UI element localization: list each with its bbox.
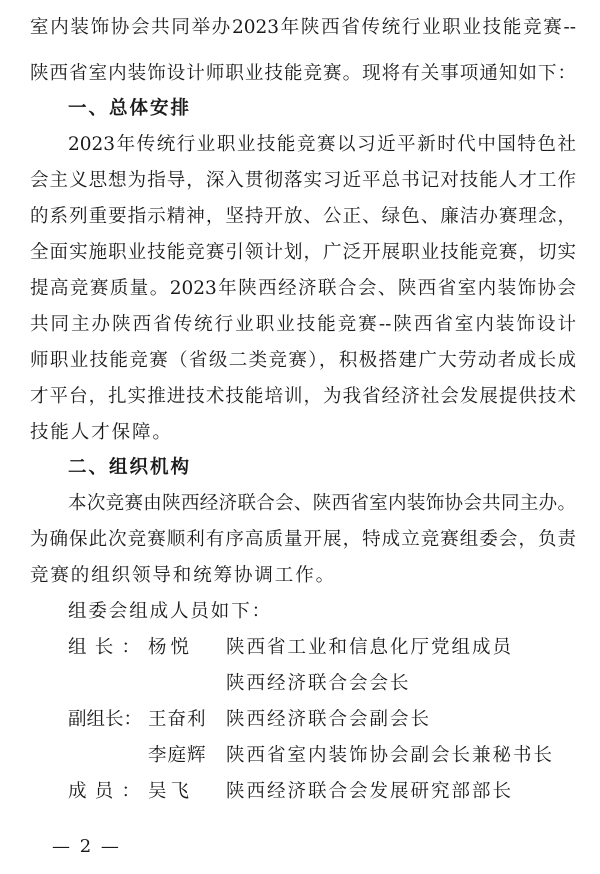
leader-duty: 陕西经济联合会会长 — [226, 673, 411, 694]
leader-role: 组长： — [68, 637, 140, 658]
paragraph-line: 陕西省室内装饰设计师职业技能竞赛。现将有关事项通知如下： — [30, 63, 576, 84]
leader-name: 杨悦 — [148, 637, 194, 658]
paragraph-line: 为确保此次竞赛顺利有序高质量开展，特成立竞赛组委会，负责 — [30, 529, 576, 550]
section-heading-1: 一、总体安排 — [68, 98, 192, 119]
paragraph-line: 2023年传统行业职业技能竞赛以习近平新时代中国特色社 — [68, 134, 576, 155]
paragraph-line: 全面实施职业技能竞赛引领计划，广泛开展职业技能竞赛，切实 — [30, 242, 576, 263]
member-duty: 陕西经济联合会发展研究部部长 — [226, 781, 514, 802]
paragraph-line: 的系列重要指示精神，坚持开放、公正、绿色、廉洁办赛理念， — [30, 206, 576, 227]
paragraph-line: 提高竞赛质量。2023年陕西经济联合会、陕西省室内装饰协会 — [30, 278, 576, 299]
section-heading-2: 二、组织机构 — [68, 457, 192, 478]
paragraph-line: 会主义思想为指导，深入贯彻落实习近平总书记对技能人才工作 — [30, 170, 576, 191]
paragraph-line: 才平台，扎实推进技术技能培训，为我省经济社会发展提供技术 — [30, 386, 576, 407]
deputy-duty: 陕西省室内装饰协会副会长兼秘书长 — [226, 745, 555, 766]
page-number: — 2 — — [52, 836, 121, 857]
paragraph-line: 组委会组成人员如下： — [68, 601, 273, 622]
paragraph-line: 室内装饰协会共同举办2023年陕西省传统行业职业技能竞赛-- — [30, 17, 576, 38]
paragraph-line: 共同主办陕西省传统行业职业技能竞赛--陕西省室内装饰设计 — [30, 314, 576, 335]
deputy-name: 李庭辉 — [148, 745, 207, 766]
member-name: 吴飞 — [148, 781, 194, 802]
member-role: 成员： — [68, 781, 140, 802]
leader-duty: 陕西省工业和信息化厅党组成员 — [226, 637, 514, 658]
paragraph-line: 竞赛的组织领导和统筹协调工作。 — [30, 565, 337, 586]
paragraph-line: 本次竞赛由陕西经济联合会、陕西省室内装饰协会共同主办。 — [68, 493, 576, 514]
deputy-role: 副组长： — [68, 709, 143, 730]
deputy-name: 王奋利 — [148, 709, 207, 730]
paragraph-line: 技能人才保障。 — [30, 422, 173, 443]
paragraph-line: 师职业技能竞赛（省级二类竞赛），积极搭建广大劳动者成长成 — [30, 350, 576, 371]
deputy-duty: 陕西经济联合会副会长 — [226, 709, 432, 730]
